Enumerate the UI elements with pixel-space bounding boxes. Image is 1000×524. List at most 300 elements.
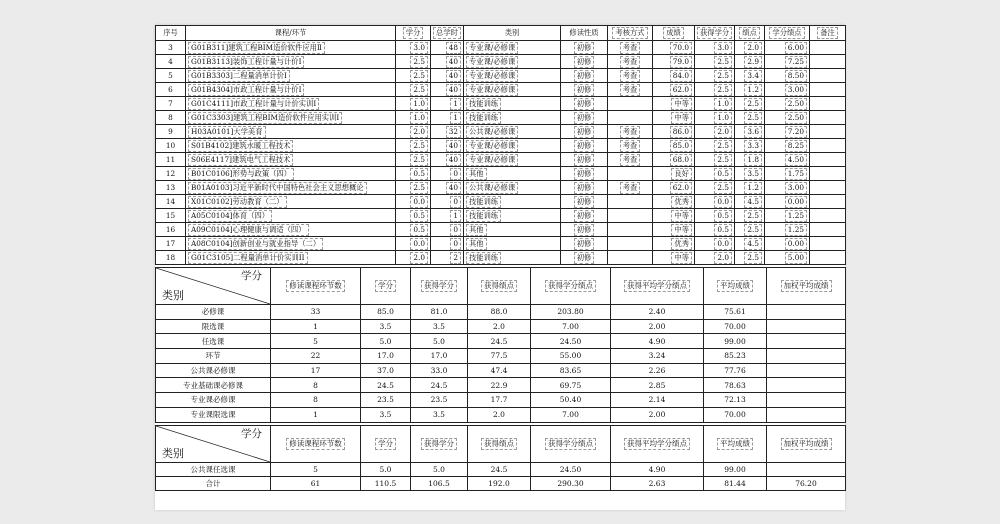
table-cell: 22 — [271, 349, 361, 364]
table-cell: 0.5 — [695, 167, 735, 181]
table-cell: 2.00 — [611, 319, 704, 334]
table-cell: 2.5 — [396, 153, 431, 167]
table-cell: 4.90 — [611, 334, 704, 349]
table-cell: 23.5 — [361, 393, 411, 408]
table-row — [156, 125, 846, 139]
table-row — [156, 305, 846, 320]
header-cell: 获得学分 — [411, 425, 468, 462]
table-cell: 限选课 — [156, 319, 271, 334]
corner-bottom-label: 类别 — [162, 446, 184, 460]
table-cell: 1.0 — [695, 97, 735, 111]
table-cell: 6 — [156, 83, 186, 97]
table-cell — [767, 378, 846, 393]
table-cell: S01B4102]建筑水暖工程技术 — [186, 139, 396, 153]
table-cell: 32 — [431, 125, 464, 139]
table-cell: 24.5 — [468, 334, 531, 349]
table-cell — [810, 209, 846, 223]
table-cell: 11 — [156, 153, 186, 167]
transcript-page — [155, 25, 845, 510]
table-cell: 初修 — [561, 97, 608, 111]
table-cell: 84.0 — [653, 69, 695, 83]
table-cell: 优秀 — [653, 195, 695, 209]
table-cell: 3.24 — [611, 349, 704, 364]
table-cell: 5.00 — [765, 251, 810, 265]
table-cell: 17.0 — [411, 349, 468, 364]
course-table — [155, 25, 846, 265]
table-cell: 24.5 — [468, 462, 531, 476]
table-cell: 考查 — [608, 181, 653, 195]
table-cell — [608, 237, 653, 251]
table-cell: 技能训练 — [464, 195, 561, 209]
table-cell: 2.85 — [611, 378, 704, 393]
table-cell: 22.9 — [468, 378, 531, 393]
table-cell: H03A0101]大学美育 — [186, 125, 396, 139]
table-cell: 1 — [431, 97, 464, 111]
table-cell: 0 — [431, 237, 464, 251]
table-cell: 0.00 — [765, 237, 810, 251]
table-cell: 8 — [156, 111, 186, 125]
header-cell: 绩点 — [735, 26, 765, 41]
corner-cell — [156, 268, 271, 305]
table-cell: 5 — [271, 334, 361, 349]
table-cell: 专业课/必修课 — [464, 83, 561, 97]
table-row — [156, 462, 846, 476]
table-cell: 70.00 — [704, 407, 767, 422]
table-cell: 76.20 — [767, 476, 846, 490]
header-cell: 类别 — [464, 26, 561, 41]
table-cell: 1 — [271, 407, 361, 422]
table-cell: G01C4111]市政工程计量与计价实训I — [186, 97, 396, 111]
table-cell: 中等 — [653, 251, 695, 265]
table-row — [156, 55, 846, 69]
table-cell: 2.5 — [695, 181, 735, 195]
table-cell — [810, 195, 846, 209]
table-cell: 初修 — [561, 139, 608, 153]
table-cell: 1.25 — [765, 223, 810, 237]
table-cell: 专业课必修课 — [156, 393, 271, 408]
table-cell: 2.5 — [695, 69, 735, 83]
table-cell: 40 — [431, 153, 464, 167]
table-cell: 86.0 — [653, 125, 695, 139]
table-cell: 17 — [271, 363, 361, 378]
header-cell: 学分 — [361, 268, 411, 305]
table-cell: 203.80 — [531, 305, 611, 320]
table-cell: 18 — [156, 251, 186, 265]
table-cell: 77.76 — [704, 363, 767, 378]
table-cell: 1.0 — [396, 111, 431, 125]
table-cell: 3.3 — [735, 139, 765, 153]
table-cell: 其他 — [464, 237, 561, 251]
table-cell: 公共课任选课 — [156, 462, 271, 476]
header-cell: 加权平均成绩 — [767, 425, 846, 462]
table-cell: 85.23 — [704, 349, 767, 364]
course-table-header — [156, 26, 846, 41]
table-cell: 16 — [156, 223, 186, 237]
corner-bottom-label: 类别 — [162, 289, 184, 302]
table-row — [156, 195, 846, 209]
table-row — [156, 237, 846, 251]
table-cell — [767, 462, 846, 476]
table-cell: 考查 — [608, 69, 653, 83]
table-cell: 1.0 — [396, 97, 431, 111]
table-cell: 99.00 — [704, 462, 767, 476]
table-cell — [810, 55, 846, 69]
table-cell: 79.0 — [653, 55, 695, 69]
table-cell: S06E4117]建筑电气工程技术 — [186, 153, 396, 167]
table-cell: 68.0 — [653, 153, 695, 167]
table-cell: 40 — [431, 55, 464, 69]
table-cell: 3 — [156, 41, 186, 55]
table-cell: 技能训练 — [464, 209, 561, 223]
table-cell — [810, 111, 846, 125]
table-cell — [608, 251, 653, 265]
table-row — [156, 251, 846, 265]
table-cell: G01B3113]装饰工程计量与计价I — [186, 55, 396, 69]
table-cell: 0.5 — [695, 209, 735, 223]
table-cell: 3.0 — [695, 41, 735, 55]
table-cell: 40 — [431, 69, 464, 83]
table-cell: 中等 — [653, 223, 695, 237]
table-cell: 7.25 — [765, 55, 810, 69]
table-cell: G01B3303]二程量消单计价I — [186, 69, 396, 83]
table-cell: 33 — [271, 305, 361, 320]
table-row — [156, 181, 846, 195]
table-cell — [810, 41, 846, 55]
header-cell: 课程/环节 — [186, 26, 396, 41]
table-cell — [810, 69, 846, 83]
table-cell: 24.50 — [531, 462, 611, 476]
header-cell: 序号 — [156, 26, 186, 41]
table-cell: 考查 — [608, 125, 653, 139]
table-cell: 3.5 — [735, 167, 765, 181]
table-cell — [810, 167, 846, 181]
header-cell: 获得学分 — [695, 26, 735, 41]
table-cell: 技能训练 — [464, 111, 561, 125]
table-cell: 17 — [156, 237, 186, 251]
table-cell: 0.5 — [396, 209, 431, 223]
header-cell: 获得绩点 — [468, 268, 531, 305]
table-cell: 5.0 — [411, 462, 468, 476]
table-row — [156, 393, 846, 408]
table-cell: 专业课限选课 — [156, 407, 271, 422]
table-cell: 必修课 — [156, 305, 271, 320]
table-cell: 78.63 — [704, 378, 767, 393]
table-cell: A09C0104]心理健康与调适（四） — [186, 223, 396, 237]
table-cell: 中等 — [653, 97, 695, 111]
table-row — [156, 378, 846, 393]
table-cell: 环节 — [156, 349, 271, 364]
table-cell — [810, 125, 846, 139]
table-cell — [810, 251, 846, 265]
table-cell: 55.00 — [531, 349, 611, 364]
table-cell: 3.00 — [765, 181, 810, 195]
table-cell: 专业课/必修课 — [464, 69, 561, 83]
table-cell: 290.30 — [531, 476, 611, 490]
table-cell: 0.00 — [765, 195, 810, 209]
table-cell: 106.5 — [411, 476, 468, 490]
table-cell: 中等 — [653, 209, 695, 223]
table-cell: 110.5 — [361, 476, 411, 490]
table-cell: 考查 — [608, 83, 653, 97]
table-cell: 4.5 — [735, 237, 765, 251]
header-cell: 获得学分 — [411, 268, 468, 305]
table-cell: 77.5 — [468, 349, 531, 364]
table-cell: 37.0 — [361, 363, 411, 378]
table-cell: 技能训练 — [464, 251, 561, 265]
table-cell: 2.50 — [765, 97, 810, 111]
table-cell: 4.5 — [735, 195, 765, 209]
table-row — [156, 209, 846, 223]
table-cell: 3.5 — [361, 407, 411, 422]
table-cell: 任选课 — [156, 334, 271, 349]
table-cell: 2.0 — [695, 125, 735, 139]
table-cell: 2.5 — [396, 69, 431, 83]
table-row — [156, 83, 846, 97]
table-cell: 2.5 — [735, 111, 765, 125]
table-cell: 1.8 — [735, 153, 765, 167]
table-row — [156, 476, 846, 490]
header-cell: 成绩 — [653, 26, 695, 41]
table-row — [156, 334, 846, 349]
corner-top-label: 学分 — [241, 427, 262, 440]
table-cell: 81.0 — [411, 305, 468, 320]
table-cell: 初修 — [561, 125, 608, 139]
table-cell — [767, 393, 846, 408]
table-cell: A05C0104]体育（四） — [186, 209, 396, 223]
table-cell: 2.5 — [396, 83, 431, 97]
table-row — [156, 97, 846, 111]
table-cell: 99.00 — [704, 334, 767, 349]
table-cell: 2.0 — [468, 319, 531, 334]
table-cell: 62.0 — [653, 83, 695, 97]
header-cell: 学分绩点 — [765, 26, 810, 41]
table-cell — [608, 209, 653, 223]
table-cell: 初修 — [561, 83, 608, 97]
table-cell: 2.00 — [611, 407, 704, 422]
table-cell: 7 — [156, 97, 186, 111]
table-row — [156, 139, 846, 153]
table-cell: 2.0 — [396, 251, 431, 265]
table-cell: 2.5 — [396, 181, 431, 195]
table-cell: 33.0 — [411, 363, 468, 378]
table-cell: 62.0 — [653, 181, 695, 195]
table-cell: 公共课/必修课 — [464, 125, 561, 139]
table-cell: 2.5 — [735, 251, 765, 265]
corner-cell — [156, 425, 271, 462]
table-cell: 2.14 — [611, 393, 704, 408]
table-cell: A08C0104]创新创业与就业指导（二） — [186, 237, 396, 251]
table-cell: 初修 — [561, 41, 608, 55]
table-cell: 3.5 — [411, 319, 468, 334]
table-cell: 15 — [156, 209, 186, 223]
table-cell: 2.5 — [695, 55, 735, 69]
table-cell: B01A0103]习近平新时代中国特色社会主义思想概论 — [186, 181, 396, 195]
table-cell: 初修 — [561, 195, 608, 209]
table-cell: 40 — [431, 139, 464, 153]
table-cell: 1.2 — [735, 181, 765, 195]
table-cell: 83.65 — [531, 363, 611, 378]
table-cell: 2.0 — [735, 41, 765, 55]
table-cell: 5 — [271, 462, 361, 476]
table-cell: 7.00 — [531, 407, 611, 422]
table-cell: 70.00 — [704, 319, 767, 334]
table-cell: 3.5 — [411, 407, 468, 422]
table-cell: 75.61 — [704, 305, 767, 320]
table-cell: 85.0 — [653, 139, 695, 153]
table-cell: 88.0 — [468, 305, 531, 320]
table-cell: 6.00 — [765, 41, 810, 55]
table-cell: 专业课/必修课 — [464, 139, 561, 153]
table-cell: 4.50 — [765, 153, 810, 167]
table-cell: 考查 — [608, 41, 653, 55]
table-cell: 3.4 — [735, 69, 765, 83]
table-cell: B01C0106]形势与政策（四） — [186, 167, 396, 181]
table-cell: 7.00 — [531, 319, 611, 334]
header-cell: 获得绩点 — [468, 425, 531, 462]
table-cell: 0.5 — [695, 223, 735, 237]
table-cell: 12 — [156, 167, 186, 181]
header-cell: 学分 — [396, 26, 431, 41]
summary-header — [156, 268, 846, 305]
table-cell — [810, 139, 846, 153]
table-cell: 40 — [431, 83, 464, 97]
table-cell: 70.0 — [653, 41, 695, 55]
table-cell: 10 — [156, 139, 186, 153]
table-cell: 17.0 — [361, 349, 411, 364]
table-cell — [810, 223, 846, 237]
table-cell: 5.0 — [361, 462, 411, 476]
table-cell: 9 — [156, 125, 186, 139]
header-cell: 备注 — [810, 26, 846, 41]
table-cell: 61 — [271, 476, 361, 490]
table-cell — [608, 223, 653, 237]
table-cell: 69.75 — [531, 378, 611, 393]
table-cell: 14 — [156, 195, 186, 209]
table-cell: 专业基础课必修课 — [156, 378, 271, 393]
table-cell: 初修 — [561, 69, 608, 83]
table-cell — [810, 153, 846, 167]
table-cell: X01C0102]劳动教育（二） — [186, 195, 396, 209]
table-cell: 8 — [271, 378, 361, 393]
table-cell: 2.5 — [695, 139, 735, 153]
table-cell: 公共课/必修课 — [464, 181, 561, 195]
table-cell: 2.5 — [735, 209, 765, 223]
table-cell — [767, 407, 846, 422]
header-cell: 考核方式 — [608, 26, 653, 41]
category-summary-table — [155, 267, 846, 423]
table-cell: 1 — [431, 111, 464, 125]
table-cell — [608, 111, 653, 125]
table-cell: 优秀 — [653, 237, 695, 251]
table-cell: G01B4304]市政工程计量与计价I — [186, 83, 396, 97]
table-cell: 中等 — [653, 111, 695, 125]
table-cell: 3.5 — [361, 319, 411, 334]
table-cell: 初修 — [561, 251, 608, 265]
table-cell: 初修 — [561, 153, 608, 167]
table-cell: 24.5 — [411, 378, 468, 393]
table-cell — [608, 195, 653, 209]
table-cell: 5 — [156, 69, 186, 83]
table-cell: 24.50 — [531, 334, 611, 349]
table-cell: 专业课/必修课 — [464, 153, 561, 167]
table-cell: 2.40 — [611, 305, 704, 320]
table-cell: 2.0 — [695, 251, 735, 265]
table-cell: 考查 — [608, 153, 653, 167]
table-cell: 1 — [271, 319, 361, 334]
table-cell: 8.50 — [765, 69, 810, 83]
table-cell: 2.5 — [695, 83, 735, 97]
table-cell — [810, 181, 846, 195]
table-row — [156, 319, 846, 334]
table-cell: 3.6 — [735, 125, 765, 139]
header-cell: 获得平均学分绩点 — [611, 425, 704, 462]
table-cell — [810, 97, 846, 111]
table-cell — [810, 237, 846, 251]
table-cell: 85.0 — [361, 305, 411, 320]
table-cell: 初修 — [561, 181, 608, 195]
table-cell: 1.2 — [735, 83, 765, 97]
header-cell: 平均成绩 — [704, 425, 767, 462]
table-row — [156, 223, 846, 237]
table-row — [156, 153, 846, 167]
table-cell: 其他 — [464, 223, 561, 237]
header-cell: 获得平均学分绩点 — [611, 268, 704, 305]
table-cell: 0 — [431, 167, 464, 181]
table-row — [156, 41, 846, 55]
table-cell: 192.0 — [468, 476, 531, 490]
header-cell: 修读性质 — [561, 26, 608, 41]
table-cell — [767, 349, 846, 364]
table-cell: 8.25 — [765, 139, 810, 153]
table-cell: 2.5 — [396, 55, 431, 69]
table-cell — [608, 97, 653, 111]
table-cell: G01C3303]建筑工程BIM造价软件应用实训I — [186, 111, 396, 125]
table-row — [156, 349, 846, 364]
table-cell: 初修 — [561, 167, 608, 181]
table-cell: 初修 — [561, 237, 608, 251]
total-header — [156, 425, 846, 462]
table-cell: 2 — [431, 251, 464, 265]
table-cell: G01C3105]二程量消单计价实训II — [186, 251, 396, 265]
table-cell: 81.44 — [704, 476, 767, 490]
table-cell: 0.0 — [396, 237, 431, 251]
table-cell — [767, 363, 846, 378]
table-cell: 专业课/必修课 — [464, 55, 561, 69]
header-cell: 总学时 — [431, 26, 464, 41]
table-cell: 初修 — [561, 55, 608, 69]
table-cell: 1.75 — [765, 167, 810, 181]
table-cell: 2.5 — [695, 153, 735, 167]
table-cell: 4 — [156, 55, 186, 69]
table-cell: 5.0 — [361, 334, 411, 349]
table-cell: G01B311]建筑工程BIM造价软件应用Ⅱ — [186, 41, 396, 55]
table-cell: 3.00 — [765, 83, 810, 97]
table-cell: 0 — [431, 195, 464, 209]
table-cell: 5.0 — [411, 334, 468, 349]
table-cell: 合计 — [156, 476, 271, 490]
table-cell — [767, 334, 846, 349]
header-cell: 获得学分绩点 — [531, 425, 611, 462]
table-cell: 1 — [431, 209, 464, 223]
header-cell: 修读课程环节数 — [271, 425, 361, 462]
table-cell: 50.40 — [531, 393, 611, 408]
table-cell: 2.50 — [765, 111, 810, 125]
table-cell: 7.20 — [765, 125, 810, 139]
table-cell — [810, 83, 846, 97]
table-cell: 2.5 — [396, 139, 431, 153]
table-cell: 1.0 — [695, 111, 735, 125]
table-cell: 其他 — [464, 167, 561, 181]
